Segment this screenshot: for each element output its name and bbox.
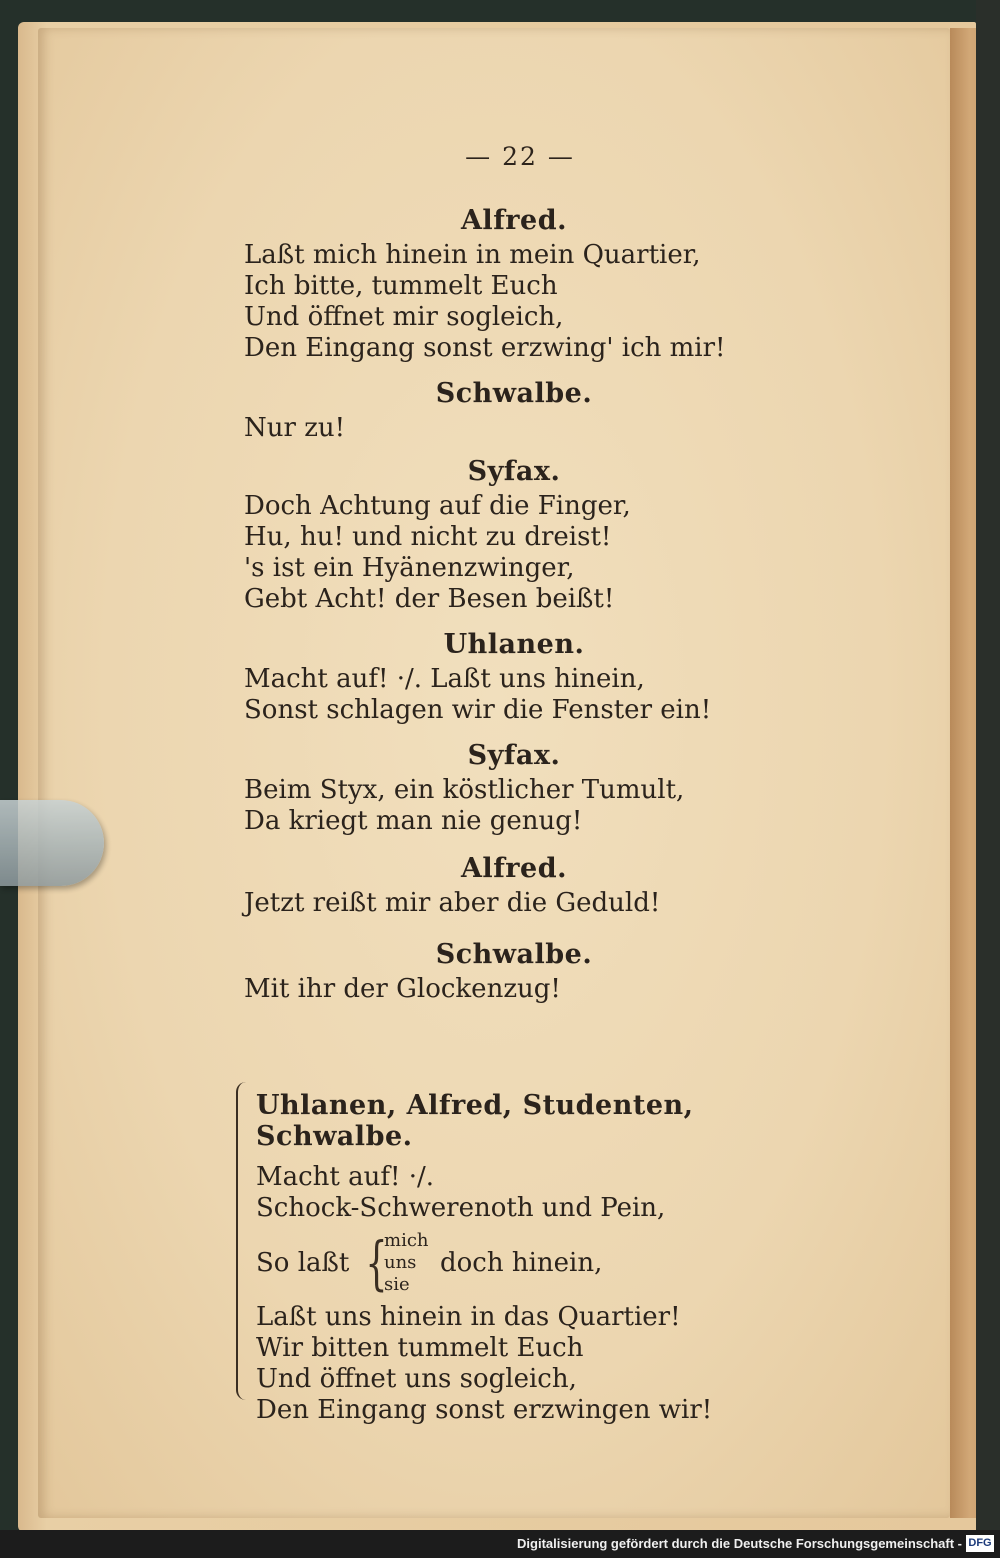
verse-line: Jetzt reißt mir aber die Geduld! <box>244 888 661 918</box>
dialogue-block <box>244 853 784 919</box>
dialogue-block <box>244 456 784 615</box>
verse-line: Ich bitte, tummelt Euch <box>244 271 558 301</box>
choice-suffix: doch hinein, <box>440 1248 603 1278</box>
verse-line: Macht auf! ·/. <box>256 1162 435 1192</box>
verse-line: Schock-Schwerenoth und Pein, <box>256 1193 666 1223</box>
verse-line: Sonst schlagen wir die Fenster ein! <box>244 695 712 725</box>
verse-line: Den Eingang sonst erzwingen wir! <box>256 1395 713 1425</box>
speaker-name: Schwalbe. <box>435 939 593 970</box>
verse-line: Und öffnet uns sogleich, <box>256 1364 577 1394</box>
dialogue-block <box>244 205 784 364</box>
dialogue-block <box>244 629 784 726</box>
chorus-speakers: Uhlanen, Alfred, Studenten, Schwalbe. <box>256 1090 694 1152</box>
funding-notice: Digitalisierung gefördert durch die Deutsche Forschungsgemeinschaft - <box>517 1536 962 1551</box>
verse-line: Laßt uns hinein in das Quartier! <box>256 1302 681 1332</box>
dialogue-block <box>244 740 784 837</box>
verse-line: Mit ihr der Glockenzug! <box>244 974 561 1004</box>
verse-line: 's ist ein Hyänenzwinger, <box>244 553 575 583</box>
dialogue-block <box>244 939 784 1005</box>
verse-line: Nur zu! <box>244 413 346 443</box>
dfg-logo: DFG <box>966 1535 994 1552</box>
speaker-name: Uhlanen. <box>443 629 585 660</box>
verse-line: Da kriegt man nie genug! <box>244 806 583 836</box>
verse-line: Den Eingang sonst erzwing' ich mir! <box>244 333 726 363</box>
speaker-name: Alfred. <box>460 853 567 884</box>
verse-line: Laßt mich hinein in mein Quartier, <box>244 240 701 270</box>
speaker-name: Syfax. <box>467 456 561 487</box>
verse-line: Doch Achtung auf die Finger, <box>244 491 631 521</box>
speaker-name: Schwalbe. <box>435 378 593 409</box>
verse-line: Gebt Acht! der Besen beißt! <box>244 584 615 614</box>
dialogue-block <box>244 378 784 444</box>
choice-option: sie <box>384 1274 410 1295</box>
scan-right-border <box>976 0 1000 1530</box>
choice-line <box>256 1228 796 1298</box>
footer-bar <box>0 1530 1000 1558</box>
verse-line: Hu, hu! und nicht zu dreist! <box>244 522 612 552</box>
speaker-name: Syfax. <box>467 740 561 771</box>
chorus-bracket <box>236 1082 250 1400</box>
dialogue-content <box>244 195 784 1005</box>
choice-options <box>384 1230 429 1296</box>
verse-line: Macht auf! ·/. Laßt uns hinein, <box>244 664 645 694</box>
holding-clip <box>0 800 104 886</box>
chorus-body <box>256 1078 796 1426</box>
speaker-name: Alfred. <box>460 205 567 236</box>
page-number: — 22 — <box>465 142 575 171</box>
choice-prefix: So laßt <box>256 1248 350 1278</box>
verse-line: Beim Styx, ein köstlicher Tumult, <box>244 775 685 805</box>
verse-line: Wir bitten tummelt Euch <box>256 1333 584 1363</box>
verse-line: Und öffnet mir sogleich, <box>244 302 564 332</box>
choice-option: mich <box>384 1230 429 1251</box>
choice-option: uns <box>384 1252 417 1273</box>
choice-brace: { <box>365 1229 388 1297</box>
